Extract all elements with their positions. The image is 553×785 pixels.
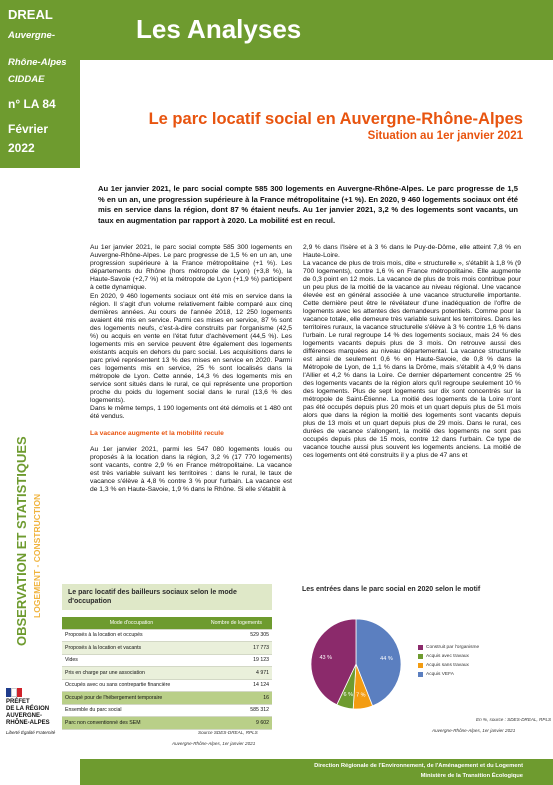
pie-label: 7 % <box>356 692 366 699</box>
issue-month: Février <box>8 122 49 136</box>
legend-label: Construit par l'organisme <box>426 645 480 650</box>
table-header-count: Nombre de logements <box>201 617 272 629</box>
table-cell-label: Ensemble du parc social <box>62 704 201 717</box>
flag-icon <box>6 688 22 697</box>
region-line1: Auvergne- <box>8 30 55 41</box>
table-cell-label: Occupés avec ou sans contrepartie financière <box>62 679 201 692</box>
footer-line1: Direction Régionale de l'Environnement, de l'Aménagement et du Logement <box>314 763 523 769</box>
page-subtitle: Situation au 1er janvier 2021 <box>367 130 523 142</box>
page-title: Le parc locatif social en Auvergne-Rhône-Alpes <box>148 110 523 128</box>
legend-item <box>418 661 479 670</box>
legend-item <box>418 670 479 679</box>
legend-item <box>418 643 479 652</box>
table-cell-label: Proposés à la location et vacants <box>62 642 201 655</box>
legend-label: Acquis sans travaux <box>426 663 469 668</box>
table-row <box>62 704 272 717</box>
dept-name: CIDDAE <box>8 74 45 85</box>
footer-line2: Ministère de la Transition Écologique <box>420 773 523 779</box>
banner-title: Les Analyses <box>136 14 302 44</box>
org-name: DREAL <box>8 7 53 22</box>
logo-line2: DE LA RÉGION <box>6 706 50 712</box>
table-row <box>62 692 272 705</box>
table-row <box>62 679 272 692</box>
table-cell-label: Parc non conventionné des SEM <box>62 717 201 730</box>
left-paragraph-1: Au 1er janvier 2021, le parc social compte 585 300 logements en Auvergne-Rhône-Alpes. Le parc progresse de 1,5 % en un an, une progression supérieure à la France métropolitaine (+1 %). Les départements du Rhône (hors métropole de Lyon) (+3,8 %), la Haute-Savoie (+2,7 %) et la métropole de Lyon (+1,9 %) participent à cette dynamique. <box>90 244 292 291</box>
pie-label: 44 % <box>380 656 393 663</box>
legend-swatch <box>418 672 423 677</box>
table-source-2: Auvergne-Rhône-Alpes, 1er janvier 2021 <box>172 741 256 746</box>
left-paragraph-4: Au 1er janvier 2021, parmi les 547 080 logements loués ou proposés à la location dans la région, 3,2 % (17 770 logements) sont vacants, contre 2,9 % en France métropolitaine. La vacance est très variable suivant les territoires : dans le rural, le taux de vacance s'élève à 4,8 % contre 3 % pour l'urbain. La vacance est de 1,3 % en Haute-Savoie, 1,9 % dans le Rhône. Si elle s'établit à <box>90 446 292 493</box>
intro-paragraph: Au 1er janvier 2021, le parc social compte 585 300 logements en Auvergne-Rhône-Alpes. Le parc progresse de 1,5 % en un an, une progression supérieure à la France métropolitaine (+1 %). En 2020, 9 460 logements sociaux ont été mis en service dans la région, dont 87 % étaient neufs. Au 1er janvier 2021, 3,2 % des logements sont vacants, un taux en augmentation par rapport à 2020. La mobilité est en recul. <box>98 184 518 225</box>
legend-swatch <box>418 645 423 650</box>
table-cell-label: Vides <box>62 654 201 667</box>
issue-number: n° LA 84 <box>8 97 56 111</box>
footer-divider <box>80 758 553 759</box>
table-cell-label: Proposés à la location et occupés <box>62 629 201 642</box>
section-heading: La vacance augmente et la mobilité recule <box>90 430 224 437</box>
logo-line3: AUVERGNE- <box>6 713 43 719</box>
pie-label: 6 % <box>343 692 354 699</box>
legend-swatch <box>418 654 423 659</box>
table-row <box>62 717 272 730</box>
table-cell-label: Pris en charge par une association <box>62 667 201 680</box>
region-line2: Rhône-Alpes <box>8 57 67 68</box>
table-header-mode: Mode d'occupation <box>62 617 201 629</box>
table-cell-value: 585 312 <box>201 704 272 717</box>
vertical-sub-title: LOGEMENT - CONSTRUCTION <box>32 493 42 618</box>
right-column <box>303 244 521 460</box>
table-cell-label: Occupé pour de l'hébergement temporaire <box>62 692 201 705</box>
table-source-1: Source SDES-DREAL, RPLS <box>198 730 258 735</box>
logo-motto: Liberté Égalité Fraternité <box>6 730 56 735</box>
table-cell-value: 4 971 <box>201 667 272 680</box>
legend-item <box>418 652 479 661</box>
legend-swatch <box>418 663 423 668</box>
table-cell-value: 14 124 <box>201 679 272 692</box>
left-paragraph-2: En 2020, 9 460 logements sociaux ont été mis en service dans la région. Il s'agit d'un volume relativement faible comparé aux cinq dernières années. Au cours de l'année 2018, 12 250 logements avaient été mis en service. Parmi ces mises en service, 87 % sont des logements neufs, c'est-à-dire construits par l'organisme (42,5 %) ou acquis en vente en l'état futur d'achèvement (44,5 %). Les logements mis en service peuvent être également des logements existants acquis en dehors du parc social. Les acquisitions dans le parc privé représentent 13 % des mises en service en 2020. Parmi ces logements mis en service, 25 % sont localisés dans la métropole de Lyon. Cette année, 14,3 % des logements mis en service sont situés dans le rural, ce qui représente une proportion proche du poids du logement social dans le rural (13,6 % des logements). <box>90 293 292 404</box>
right-paragraph-2: La vacance de plus de trois mois, dite « structurelle », s'établit à 1,8 % (9 700 logements), contre 1,6 % en France métropolitaine. Elle augmente de 0,3 point en 12 mois. La vacance de plus de trois mois contribue pour un peu plus de la moitié de la vacance au niveau régional. Une vacance élevée est en général associée à une vacance structurelle importante. Cette dernière peut être le révélateur d'une inadéquation de l'offre de logements avec les attentes des demandeurs potentiels. Comme pour la vacance totale, elle demeure très variable suivant les territoires. Dans les territoires ruraux, la vacance structurelle s'élève à 3 % contre 1,6 % dans l'urbain. Le rural regroupe 14 % des logements sociaux, mais 24 % des logements vacants depuis plus de 3 mois. On retrouve aussi des différences marquées au niveau départemental. La vacance structurelle est ainsi de seulement 0,6 % en Haute-Savoie, de 0,8 % dans la Métropole de Lyon, de 1,1 % dans la Drôme, mais s'établit à 4,9 % dans l'Allier et 4,2 % dans la Loire. Ce dernier département concentre 25 % des logements vacants de la région alors qu'il regroupe seulement 10 % des logements. Plus de sept logements sur dix sont concentrés sur la métropole de Saint-Étienne. La moitié des logements de la Loire n'ont pas été occupés depuis plus 20 mois et un quart depuis plus de 51 mois alors que dans la région la moitié des logements sont vacants depuis plus de 13 mois et un quart depuis plus de 29 mois. Dans le rural, ces durées de vacance s'allongent, la moitié des logements ne sont pas occupés depuis plus de 15 mois, contre 12 dans l'urbain. Ce type de vacance touche aussi plus souvent les logements anciens. La moitié de ces logements ont été construits il y a plus de 47 ans et <box>303 260 521 459</box>
table-cell-value: 16 <box>201 692 272 705</box>
footer <box>80 758 553 785</box>
legend-label: Acquis VEFA <box>426 672 454 677</box>
table-cell-value: 17 773 <box>201 642 272 655</box>
chart-source-2: Auvergne-Rhône-Alpes, 1er janvier 2021 <box>432 728 516 733</box>
chart-source-1: En %, source : SDES-DREAL, RPLS <box>476 717 552 722</box>
table-cell-value: 9 602 <box>201 717 272 730</box>
table-cell-value: 19 123 <box>201 654 272 667</box>
logo-line1: PRÉFET <box>6 699 30 705</box>
table-row <box>62 654 272 667</box>
table-title: Le parc locatif des bailleurs sociaux selon le mode d'occupation <box>62 584 272 610</box>
pie-chart <box>304 612 414 712</box>
table-row <box>62 667 272 680</box>
table-cell-value: 529 305 <box>201 629 272 642</box>
chart-title: Les entrées dans le parc social en 2020 selon le motif <box>302 586 481 593</box>
right-paragraph-1: 2,9 % dans l'Isère et à 3 % dans le Puy-de-Dôme, elle atteint 7,8 % en Haute-Loire. <box>303 244 521 259</box>
left-paragraph-3: Dans le même temps, 1 190 logements ont été démolis et 1 480 ont été vendus. <box>90 405 292 420</box>
sidebar-header <box>0 0 80 168</box>
pie-label: 43 % <box>319 655 333 662</box>
occupancy-table <box>62 617 272 730</box>
logo-line4: RHÔNE-ALPES <box>6 720 50 726</box>
vertical-main-title: OBSERVATION ET STATISTIQUES <box>14 436 29 646</box>
table-row <box>62 642 272 655</box>
issue-year: 2022 <box>8 141 35 155</box>
left-column <box>90 244 292 494</box>
top-banner <box>80 0 553 60</box>
legend-label: Acquis avec travaux <box>426 654 469 659</box>
chart-legend <box>418 643 479 679</box>
table-row <box>62 629 272 642</box>
